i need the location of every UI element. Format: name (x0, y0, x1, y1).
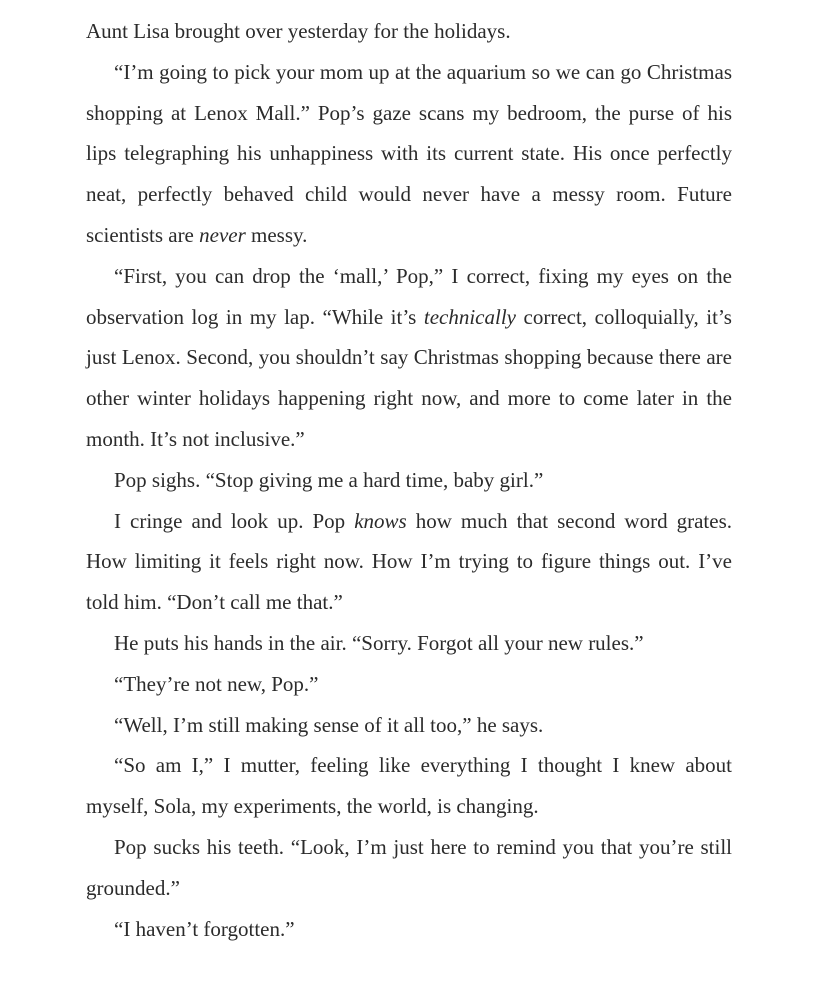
text-run: “They’re not new, Pop.” (114, 671, 319, 696)
emphasis-text: knows (354, 508, 407, 533)
paragraph (86, 11, 732, 52)
text-run: “So am I,” I mutter, feeling like everything I thought I knew about myself, Sola, my experiments, the world, is changing. (86, 753, 732, 819)
page-text (86, 11, 732, 949)
paragraph (86, 501, 732, 623)
emphasis-text: never (199, 222, 246, 247)
paragraph (86, 52, 732, 256)
text-run: “I haven’t forgotten.” (114, 916, 295, 941)
text-run: how much that second word grates. How limiting it feels right now. How I’m trying to figure things out. I’ve told him. “Don’t call me that.” (86, 508, 732, 615)
paragraph (86, 745, 732, 827)
paragraph (86, 256, 732, 460)
text-run: Pop sighs. “Stop giving me a hard time, baby girl.” (114, 467, 544, 492)
text-run: I cringe and look up. Pop (114, 508, 355, 533)
text-run: messy. (245, 222, 308, 247)
text-run: “Well, I’m still making sense of it all too,” he says. (114, 712, 544, 737)
text-run: “I’m going to pick your mom up at the aquarium so we can go Christmas shopping at Lenox Mall.” Pop’s gaze scans my bedroom, the purse of his lips telegraphing his unhappiness with its current state. His once perfectly neat, perfectly behaved child would never have a messy room. Future scientists are (86, 59, 732, 247)
paragraph (86, 460, 732, 501)
text-run: He puts his hands in the air. “Sorry. Forgot all your new rules.” (114, 630, 644, 655)
paragraph (86, 705, 732, 746)
paragraph (86, 827, 732, 909)
emphasis-text: technically (423, 304, 516, 329)
text-run: correct, colloquially, it’s just Lenox. Second, you shouldn’t say Christmas shopping because there are other winter holidays happening right now, and more to come later in the month. It’s not inclusive.” (86, 304, 732, 451)
paragraph (86, 623, 732, 664)
paragraph (86, 664, 732, 705)
text-run: Pop sucks his teeth. “Look, I’m just here to remind you that you’re still grounded.” (86, 834, 732, 900)
paragraph (86, 909, 732, 950)
text-run: “First, you can drop the ‘mall,’ Pop,” I correct, fixing my eyes on the observation log in my lap. “While it’s (86, 263, 732, 329)
text-run: Aunt Lisa brought over yesterday for the holidays. (86, 19, 511, 43)
